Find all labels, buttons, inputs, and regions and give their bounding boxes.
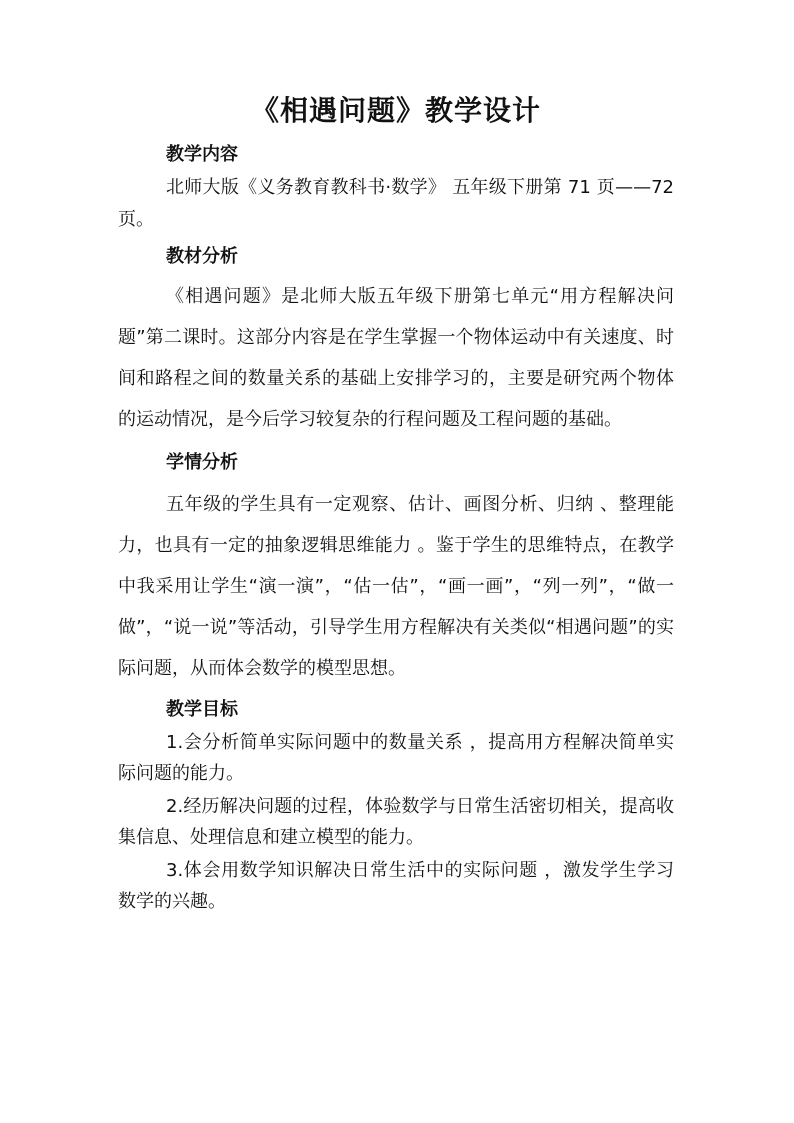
section-heading: 教学目标 xyxy=(166,699,238,720)
section-learner-analysis xyxy=(118,446,674,689)
section-heading: 教材分析 xyxy=(166,246,238,267)
section-teaching-goals xyxy=(118,693,674,917)
goal-item: 3.体会用数学知识解决日常生活中的实际问题 ，激发学生学习数学的兴趣。 xyxy=(118,860,674,912)
goal-item: 1.会分析简单实际问题中的数量关系 ，提高用方程解决简单实际问题的能力。 xyxy=(118,732,674,784)
section-heading: 学情分析 xyxy=(166,452,238,473)
section-paragraph: 北师大版《义务教育教科书·数学》 五年级下册第 71 页——72 页。 xyxy=(118,177,674,230)
section-paragraph: 五年级的学生具有一定观察、估计、画图分析、归纳 、整理能力，也具有一定的抽象逻辑思维能力 。鉴于学生的思维特点，在教学中我采用让学生“演一演”，“估一估”，“画一画”，“列一列”，“做一做”，“说一说”等活动，引导学生用方程解决有关类似“相遇问题”的实际问题，从而体会数学的模型思想。 xyxy=(118,494,674,679)
document-body xyxy=(118,92,674,919)
section-teaching-content xyxy=(118,138,674,236)
goal-item: 2.经历解决问题的过程，体验数学与日常生活密切相关，提高收集信息、处理信息和建立模型的能力。 xyxy=(118,796,674,848)
section-paragraph: 《相遇问题》是北师大版五年级下册第七单元“用方程解决问题”第二课时。这部分内容是在学生掌握一个物体运动中有关速度、时间和路程之间的数量关系的基础上安排学习的，主要是研究两个物体的运动情况，是今后学习较复杂的行程问题及工程问题的基础。 xyxy=(118,286,674,430)
document-title: 《相遇问题》教学设计 xyxy=(250,94,541,127)
section-material-analysis xyxy=(118,240,674,440)
section-heading: 教学内容 xyxy=(166,144,238,165)
